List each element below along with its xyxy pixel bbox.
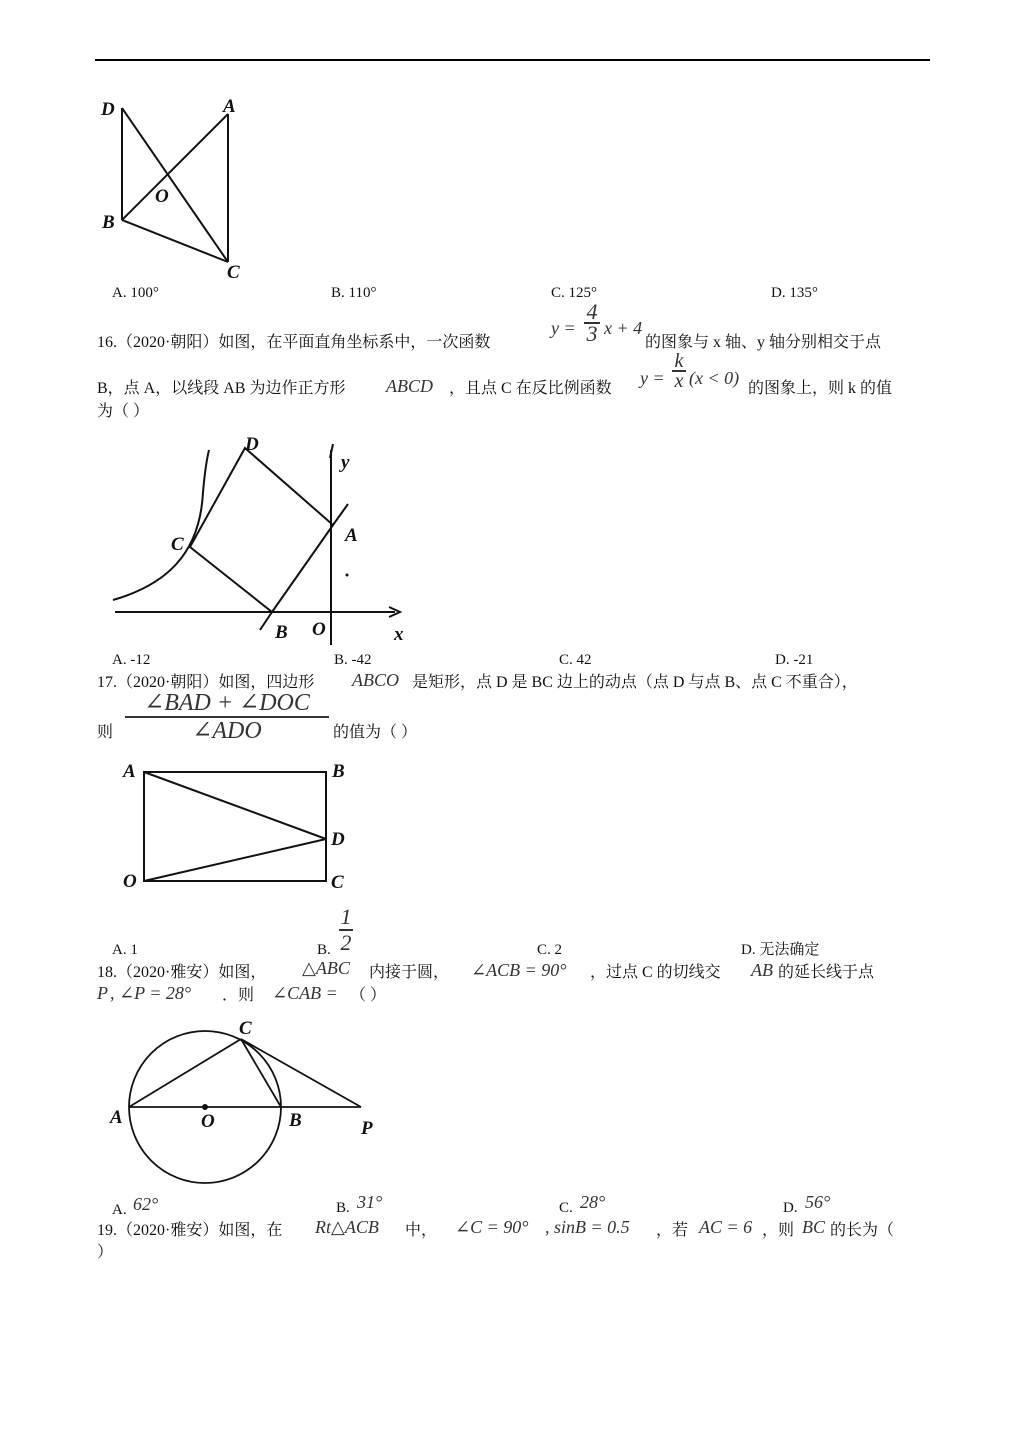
q17-option-b-num: 1 [340, 904, 352, 929]
q16-eq1-y: y = [551, 318, 576, 338]
q17-label-d: D [331, 829, 345, 850]
q18-text-line1c: ，过点 C 的切线交 [590, 964, 721, 981]
q17-label-o: O [123, 871, 137, 892]
q18-option-d: D. [783, 1200, 798, 1216]
q17-label-b: B [332, 761, 345, 782]
q18-triangle: △ABC [302, 958, 350, 978]
q18-angle-cab: ∠CAB = [272, 983, 338, 1003]
q16-square-name: ABCD [386, 376, 433, 396]
q18-label-o: O [201, 1111, 215, 1132]
q16-option-d: D. -21 [775, 652, 814, 668]
q17-option-c: C. 2 [537, 942, 563, 958]
q17-fraction [125, 690, 329, 744]
q17-text-line1a: 17.（2020·朝阳）如图，四边形 [97, 674, 315, 691]
q18-option-c: C. [559, 1200, 573, 1216]
q16-option-b: B. -42 [334, 652, 372, 668]
q16-eq1-num: 4 [586, 299, 598, 324]
q18-text-line1a: 18.（2020·雅安）如图， [97, 964, 267, 981]
header-rule [95, 59, 930, 61]
q16-label-a: A [345, 525, 358, 546]
q15-label-o: O [155, 186, 169, 207]
q18-figure [105, 1018, 390, 1188]
q16-eq2-rest: (x < 0) [689, 368, 740, 388]
q16-eq2-num: k [674, 350, 684, 372]
q16-label-y: y [341, 452, 350, 473]
q18-label-a: A [110, 1107, 123, 1128]
q15-option-c: C. 125° [551, 285, 598, 301]
q15-label-c: C [227, 262, 240, 283]
q16-eq2-den: x [672, 370, 686, 390]
q16-text-line1a: 16.（2020·朝阳）如图，在平面直角坐标系中，一次函数 [97, 334, 491, 351]
q17-figure [115, 755, 360, 895]
q15-figure [95, 90, 255, 285]
q16-option-c: C. 42 [559, 652, 592, 668]
q19-text-line1c: ，若 [656, 1222, 689, 1239]
q16-text-line3: 为（ ） [97, 403, 150, 420]
q18-text-line2c: （ ） [350, 987, 387, 1004]
q17-fraction-num: ∠BAD + ∠DOC [144, 690, 310, 716]
q17-option-b-den: 2 [340, 930, 352, 955]
q19-ac: AC = 6 [699, 1217, 753, 1237]
q18-option-a-value: 62° [133, 1194, 159, 1214]
q18-ab: AB [751, 960, 773, 980]
q16-label-d: D [245, 434, 259, 455]
q16-eq1-fraction [584, 299, 600, 346]
q18-label-c: C [239, 1018, 252, 1039]
q16-eq1-rest: x + 4 [604, 318, 643, 338]
q17-text-line2a: 则 [97, 724, 114, 741]
q15-option-b: B. 110° [331, 285, 377, 301]
q18-text-line1d: 的延长线于点 [778, 964, 875, 981]
q18-text-line2b: ．则 [222, 987, 255, 1004]
q18-label-p: P [361, 1118, 373, 1139]
q15-option-d: D. 135° [771, 285, 818, 301]
q15-option-a: A. 100° [112, 285, 159, 301]
q18-option-d-value: 56° [805, 1192, 831, 1212]
q19-bc: BC [802, 1217, 826, 1237]
q15-label-d: D [101, 99, 115, 120]
q18-angle-acb: ∠ACB = 90° [471, 960, 567, 980]
q17-option-d: D. 无法确定 [741, 942, 820, 958]
q18-option-a: A. [112, 1202, 127, 1218]
q16-eq2-y: y = [640, 368, 665, 388]
q16-figure [105, 430, 415, 650]
q16-text-line2c: 的图象上，则 k 的值 [748, 380, 893, 397]
q16-label-x: x [394, 624, 404, 645]
q17-label-a: A [123, 761, 136, 782]
q19-text-line2: ） [97, 1244, 114, 1261]
q17-text-line2b: 的值为（ ） [333, 724, 418, 741]
q16-label-b: B [275, 622, 288, 643]
q17-text-line1b: 是矩形，点 D 是 BC 边上的动点（点 D 与点 B、点 C 不重合）， [412, 674, 858, 691]
q18-text-line1b: 内接于圆， [369, 964, 450, 981]
q15-label-a: A [223, 96, 236, 117]
q16-option-a: A. -12 [112, 652, 151, 668]
q18-option-c-value: 28° [580, 1192, 606, 1212]
q15-label-b: B [102, 212, 115, 233]
q16-label-o: O [312, 619, 326, 640]
q18-label-b: B [289, 1110, 302, 1131]
q16-text-line2b: ，且点 C 在反比例函数 [449, 380, 612, 397]
q16-eq2-fraction [672, 352, 686, 390]
q17-option-b: B. [317, 942, 331, 958]
q17-option-b-fraction [339, 905, 353, 955]
q17-fraction-den: ∠ADO [125, 716, 329, 744]
q19-angle-c: ∠C = 90° [455, 1217, 529, 1237]
q19-rt-triangle: Rt△ACB [315, 1217, 379, 1237]
q16-text-line1b: 的图象与 x 轴、y 轴分别相交于点 [645, 334, 882, 351]
q17-option-a: A. 1 [112, 942, 138, 958]
q16-label-c: C [171, 534, 184, 555]
q17-label-c: C [331, 872, 344, 893]
q19-text-line1e: 的长为（ [830, 1222, 895, 1239]
q19-text-line1b: 中， [405, 1222, 438, 1239]
q16-text-line2a: B，点 A，以线段 AB 为边作正方形 [97, 380, 346, 397]
q18-option-b-value: 31° [357, 1192, 383, 1212]
q18-angle-p: , ∠P = 28° [110, 983, 192, 1003]
q16-eq1-den: 3 [584, 322, 600, 344]
q17-rect-name: ABCO [352, 670, 399, 690]
q19-text-line1a: 19.（2020·雅安）如图，在 [97, 1222, 283, 1239]
q19-text-line1d: ，则 [762, 1222, 795, 1239]
q19-sinb: , sinB = 0.5 [545, 1217, 630, 1237]
q18-option-b: B. [336, 1200, 350, 1216]
q18-p: P [97, 983, 108, 1003]
